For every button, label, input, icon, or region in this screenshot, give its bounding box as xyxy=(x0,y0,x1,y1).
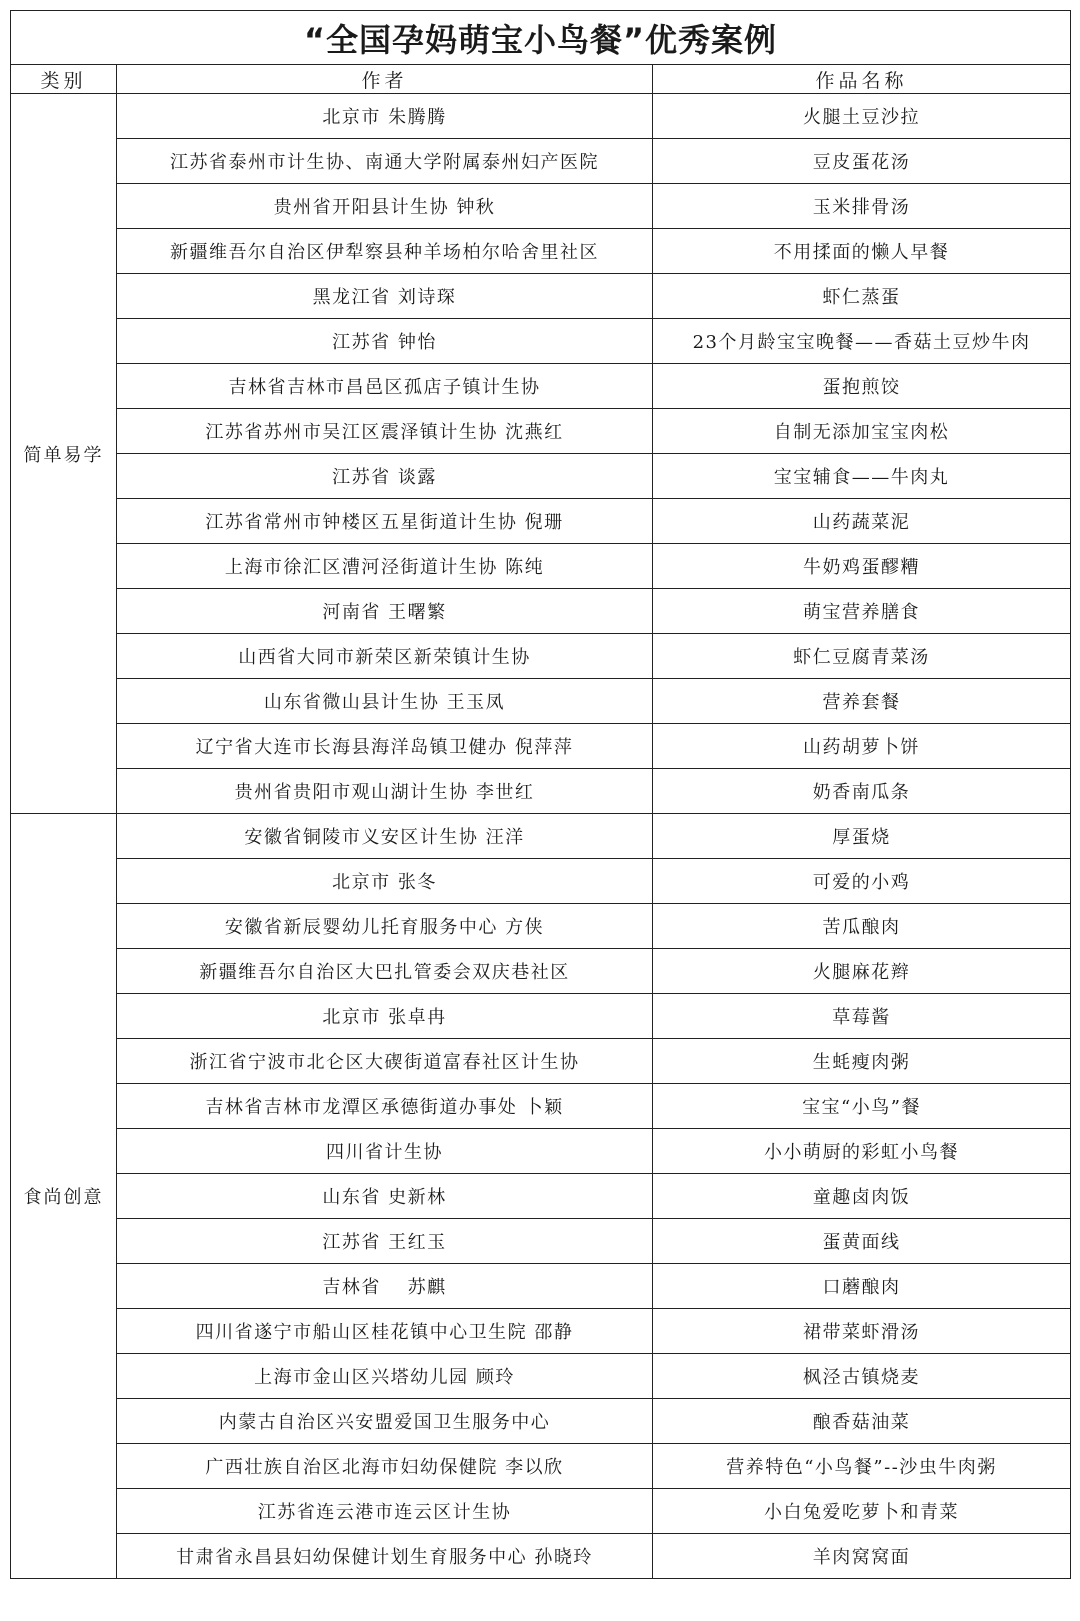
table-row xyxy=(11,1309,1071,1354)
table-row xyxy=(11,139,1071,184)
table-body xyxy=(11,94,1071,1579)
table-row xyxy=(11,679,1071,724)
work-title-cell: 苦瓜酿肉 xyxy=(653,904,1071,949)
table-row xyxy=(11,499,1071,544)
work-title-cell: 裙带菜虾滑汤 xyxy=(653,1309,1071,1354)
work-title-cell: 自制无添加宝宝肉松 xyxy=(653,409,1071,454)
work-title-cell: 宝宝辅食——牛肉丸 xyxy=(653,454,1071,499)
table-row xyxy=(11,1264,1071,1309)
work-title-cell: 生蚝瘦肉粥 xyxy=(653,1039,1071,1084)
author-cell: 新疆维吾尔自治区大巴扎管委会双庆巷社区 xyxy=(117,949,653,994)
table-row xyxy=(11,1174,1071,1219)
table-row xyxy=(11,229,1071,274)
author-cell: 山东省 史新林 xyxy=(117,1174,653,1219)
author-cell: 江苏省连云港市连云区计生协 xyxy=(117,1489,653,1534)
work-title-cell: 羊肉窝窝面 xyxy=(653,1534,1071,1579)
table-row xyxy=(11,184,1071,229)
author-cell: 四川省遂宁市船山区桂花镇中心卫生院 邵静 xyxy=(117,1309,653,1354)
table-row xyxy=(11,949,1071,994)
work-title-cell: 虾仁豆腐青菜汤 xyxy=(653,634,1071,679)
work-title-cell: 口蘑酿肉 xyxy=(653,1264,1071,1309)
author-cell: 北京市 朱腾腾 xyxy=(117,94,653,139)
work-title-cell: 萌宝营养膳食 xyxy=(653,589,1071,634)
author-cell: 山西省大同市新荣区新荣镇计生协 xyxy=(117,634,653,679)
author-cell: 安徽省铜陵市义安区计生协 汪洋 xyxy=(117,814,653,859)
work-title-cell: 宝宝“小鸟”餐 xyxy=(653,1084,1071,1129)
table-row xyxy=(11,94,1071,139)
table-row xyxy=(11,814,1071,859)
work-title-cell: 玉米排骨汤 xyxy=(653,184,1071,229)
author-cell: 北京市 张冬 xyxy=(117,859,653,904)
table-row xyxy=(11,1084,1071,1129)
table-row xyxy=(11,1219,1071,1264)
work-title-cell: 营养特色“小鸟餐”--沙虫牛肉粥 xyxy=(653,1444,1071,1489)
author-cell: 江苏省 王红玉 xyxy=(117,1219,653,1264)
table-row xyxy=(11,1489,1071,1534)
author-cell: 江苏省常州市钟楼区五星街道计生协 倪珊 xyxy=(117,499,653,544)
awards-table xyxy=(10,10,1071,1579)
header-work: 作品名称 xyxy=(653,65,1071,94)
work-title-cell: 小小萌厨的彩虹小鸟餐 xyxy=(653,1129,1071,1174)
work-title-cell: 山药胡萝卜饼 xyxy=(653,724,1071,769)
author-cell: 吉林省 苏麒 xyxy=(117,1264,653,1309)
work-title-cell: 蛋黄面线 xyxy=(653,1219,1071,1264)
author-cell: 浙江省宁波市北仑区大碶街道富春社区计生协 xyxy=(117,1039,653,1084)
work-title-cell: 奶香南瓜条 xyxy=(653,769,1071,814)
table-row xyxy=(11,769,1071,814)
work-title-cell: 豆皮蛋花汤 xyxy=(653,139,1071,184)
table-row xyxy=(11,409,1071,454)
work-title-cell: 小白兔爱吃萝卜和青菜 xyxy=(653,1489,1071,1534)
table-row xyxy=(11,1039,1071,1084)
work-title-cell: 可爱的小鸡 xyxy=(653,859,1071,904)
table-row xyxy=(11,994,1071,1039)
table-title: “全国孕妈萌宝小鸟餐”优秀案例 xyxy=(11,11,1071,65)
author-cell: 安徽省新辰婴幼儿托育服务中心 方侠 xyxy=(117,904,653,949)
author-cell: 吉林省吉林市龙潭区承德街道办事处 卜颖 xyxy=(117,1084,653,1129)
work-title-cell: 枫泾古镇烧麦 xyxy=(653,1354,1071,1399)
work-title-cell: 虾仁蒸蛋 xyxy=(653,274,1071,319)
author-cell: 甘肃省永昌县妇幼保健计划生育服务中心 孙晓玲 xyxy=(117,1534,653,1579)
author-cell: 江苏省苏州市吴江区震泽镇计生协 沈燕红 xyxy=(117,409,653,454)
author-cell: 四川省计生协 xyxy=(117,1129,653,1174)
work-title-cell: 蛋抱煎饺 xyxy=(653,364,1071,409)
table-row xyxy=(11,544,1071,589)
table-row xyxy=(11,1354,1071,1399)
author-cell: 河南省 王曙繁 xyxy=(117,589,653,634)
header-category: 类别 xyxy=(11,65,117,94)
author-cell: 山东省微山县计生协 王玉凤 xyxy=(117,679,653,724)
header-author: 作者 xyxy=(117,65,653,94)
author-cell: 内蒙古自治区兴安盟爱国卫生服务中心 xyxy=(117,1399,653,1444)
work-title-cell: 草莓酱 xyxy=(653,994,1071,1039)
work-title-cell: 童趣卤肉饭 xyxy=(653,1174,1071,1219)
table-row xyxy=(11,1129,1071,1174)
work-title-cell: 山药蔬菜泥 xyxy=(653,499,1071,544)
category-cell: 简单易学 xyxy=(11,94,117,814)
table-row xyxy=(11,1534,1071,1579)
table-row xyxy=(11,1444,1071,1489)
work-title-cell: 酿香菇油菜 xyxy=(653,1399,1071,1444)
author-cell: 上海市金山区兴塔幼儿园 顾玲 xyxy=(117,1354,653,1399)
author-cell: 江苏省 谈露 xyxy=(117,454,653,499)
author-cell: 广西壮族自治区北海市妇幼保健院 李以欣 xyxy=(117,1444,653,1489)
author-cell: 吉林省吉林市昌邑区孤店子镇计生协 xyxy=(117,364,653,409)
author-cell: 贵州省贵阳市观山湖计生协 李世红 xyxy=(117,769,653,814)
work-title-cell: 牛奶鸡蛋醪糟 xyxy=(653,544,1071,589)
table-row xyxy=(11,589,1071,634)
work-title-cell: 不用揉面的懒人早餐 xyxy=(653,229,1071,274)
work-title-cell: 营养套餐 xyxy=(653,679,1071,724)
author-cell: 新疆维吾尔自治区伊犁察县种羊场柏尔哈舍里社区 xyxy=(117,229,653,274)
author-cell: 江苏省 钟怡 xyxy=(117,319,653,364)
author-cell: 江苏省泰州市计生协、南通大学附属泰州妇产医院 xyxy=(117,139,653,184)
work-title-cell: 火腿麻花辫 xyxy=(653,949,1071,994)
table-row xyxy=(11,904,1071,949)
work-title-cell: 23个月龄宝宝晚餐——香菇土豆炒牛肉 xyxy=(653,319,1071,364)
table-row xyxy=(11,859,1071,904)
table-row xyxy=(11,1399,1071,1444)
author-cell: 黑龙江省 刘诗琛 xyxy=(117,274,653,319)
table-row xyxy=(11,634,1071,679)
work-title-cell: 火腿土豆沙拉 xyxy=(653,94,1071,139)
author-cell: 上海市徐汇区漕河泾街道计生协 陈纯 xyxy=(117,544,653,589)
table-row xyxy=(11,454,1071,499)
category-cell: 食尚创意 xyxy=(11,814,117,1579)
table-row xyxy=(11,724,1071,769)
table-row xyxy=(11,274,1071,319)
author-cell: 辽宁省大连市长海县海洋岛镇卫健办 倪萍萍 xyxy=(117,724,653,769)
table-row xyxy=(11,364,1071,409)
author-cell: 贵州省开阳县计生协 钟秋 xyxy=(117,184,653,229)
author-cell: 北京市 张卓冉 xyxy=(117,994,653,1039)
work-title-cell: 厚蛋烧 xyxy=(653,814,1071,859)
table-row xyxy=(11,319,1071,364)
